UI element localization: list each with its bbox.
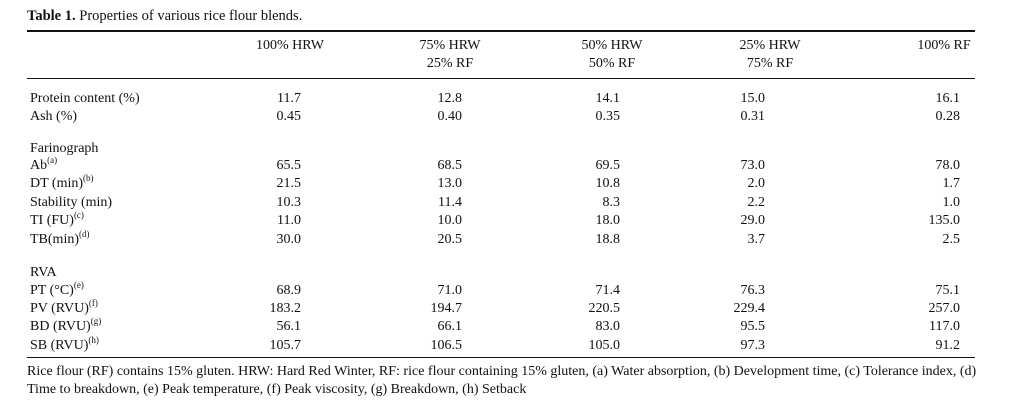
table-cell: 135.0 — [928, 213, 960, 228]
table-cell: 68.9 — [276, 283, 301, 298]
table-cell: 1.7 — [942, 176, 960, 191]
top-rule — [27, 30, 975, 32]
row-label-footnote-marker: (f) — [88, 298, 98, 308]
row-label: TI (FU)$^{(c)}$ — [30, 210, 84, 228]
column-header-line1: 100% HRW — [255, 38, 325, 53]
table-cell: 10.0 — [437, 213, 462, 228]
row-label: SB (RVU)$^{(h)}$ — [30, 335, 99, 353]
table-cell: 68.5 — [437, 158, 462, 173]
table-cell: 29.0 — [740, 213, 765, 228]
table-cell: 73.0 — [740, 158, 765, 173]
table-cell: 10.3 — [276, 195, 301, 210]
table-cell: 1.0 — [942, 195, 960, 210]
table-cell: 0.45 — [276, 109, 301, 124]
table-cell: 105.7 — [269, 338, 301, 353]
row-label: PV (RVU)$^{(f)}$ — [30, 298, 98, 316]
row-label: $TB(\min)^{(d)}$ — [30, 229, 90, 247]
table-cell: 11.4 — [438, 195, 462, 210]
table-cell: 2.0 — [747, 176, 765, 191]
table-cell: 69.5 — [595, 158, 620, 173]
table-cell: 2.2 — [747, 195, 765, 210]
row-label: RVA — [30, 265, 57, 280]
row-label: PT $(^\circ C)^{(e)}$ — [30, 280, 84, 298]
row-label: Protein content (%) — [30, 91, 140, 106]
table-cell: 229.4 — [733, 301, 765, 316]
table-cell: 71.0 — [437, 283, 462, 298]
table-cell: 257.0 — [928, 301, 960, 316]
table-title: Properties of various rice flour blends. — [79, 8, 303, 24]
table-cell: 30.0 — [276, 232, 301, 247]
bottom-rule — [27, 357, 975, 358]
table-cell: 0.28 — [935, 109, 960, 124]
row-label-footnote-marker: (e) — [73, 280, 84, 290]
row-label: DT $(\min)^{(b)}$ — [30, 173, 94, 191]
table-cell: 12.8 — [437, 91, 462, 106]
table-cell: 18.0 — [595, 213, 620, 228]
table-cell: 2.5 — [942, 232, 960, 247]
table-cell: 194.7 — [430, 301, 462, 316]
column-header — [395, 37, 505, 73]
table-cell: 78.0 — [935, 158, 960, 173]
table-cell: 183.2 — [269, 301, 301, 316]
table-cell: 71.4 — [595, 283, 620, 298]
table-cell: 91.2 — [935, 338, 960, 353]
table-cell: 14.1 — [595, 91, 620, 106]
table-cell: 3.7 — [747, 232, 765, 247]
table-cell: 16.1 — [935, 91, 960, 106]
column-header — [235, 37, 345, 55]
table-cell: 0.40 — [437, 109, 462, 124]
table-cell: 66.1 — [437, 319, 462, 334]
column-header — [557, 37, 667, 73]
table-cell: 11.7 — [277, 91, 301, 106]
table-cell: 117.0 — [929, 319, 960, 334]
header-rule — [27, 78, 975, 79]
row-label: Stability (min) — [30, 195, 113, 210]
row-label-footnote-marker: (g) — [90, 316, 102, 326]
row-label-footnote-marker: (c) — [73, 210, 84, 220]
column-header — [889, 37, 999, 55]
column-header-line1: 75% HRW — [419, 38, 481, 53]
row-label-footnote-marker: (b) — [83, 173, 94, 183]
row-label: Farinograph — [30, 141, 99, 156]
table-cell: 0.31 — [740, 109, 765, 124]
column-header-line1: 50% HRW — [581, 38, 643, 53]
table-cell: 220.5 — [588, 301, 620, 316]
column-header-line1: 25% HRW — [739, 38, 801, 53]
table-cell: 18.8 — [595, 232, 620, 247]
table-cell: 65.5 — [276, 158, 301, 173]
table-label: Table 1. — [27, 8, 76, 24]
column-header — [715, 37, 825, 73]
table-cell: 83.0 — [595, 319, 620, 334]
row-label: BD (RVU)$^{(g)}$ — [30, 316, 102, 334]
table-caption — [27, 8, 302, 25]
column-header-line2: 75% RF — [746, 56, 794, 71]
table-cell: 105.0 — [588, 338, 620, 353]
table-cell: 97.3 — [740, 338, 765, 353]
table-footnote: Rice flour (RF) contains 15% gluten. HRW: Hard Red Winter, RF: rice flour containing 15% gluten, (a) Water absorption, (b) Development time, (c) Tolerance index, (d) Time to breakdown, (e) Peak temperature, (f) Peak viscosity, (g) Breakdown, (h) Setback — [27, 364, 977, 397]
row-label-footnote-marker: (h) — [88, 335, 99, 345]
table-cell: 10.8 — [595, 176, 620, 191]
table-cell: 95.5 — [740, 319, 765, 334]
table-cell: 11.0 — [277, 213, 301, 228]
table-cell: 21.5 — [276, 176, 301, 191]
table-cell: 15.0 — [740, 91, 765, 106]
column-header-line2: 25% RF — [426, 56, 474, 71]
table-cell: 76.3 — [740, 283, 765, 298]
table-cell: 106.5 — [430, 338, 462, 353]
table-cell: 0.35 — [595, 109, 620, 124]
table-cell: 20.5 — [437, 232, 462, 247]
column-header-line1: 100% RF — [917, 38, 971, 53]
row-label: Ash (%) — [30, 109, 78, 124]
row-label-footnote-marker: (d) — [79, 229, 90, 239]
table-cell: 8.3 — [602, 195, 620, 210]
table-cell: 13.0 — [437, 176, 462, 191]
table-cell: 75.1 — [935, 283, 960, 298]
row-label-footnote-marker: (a) — [47, 155, 58, 165]
row-label: Ab$^{(a)}$ — [30, 155, 58, 173]
table-cell: 56.1 — [276, 319, 301, 334]
column-header-line2: 50% RF — [588, 56, 636, 71]
